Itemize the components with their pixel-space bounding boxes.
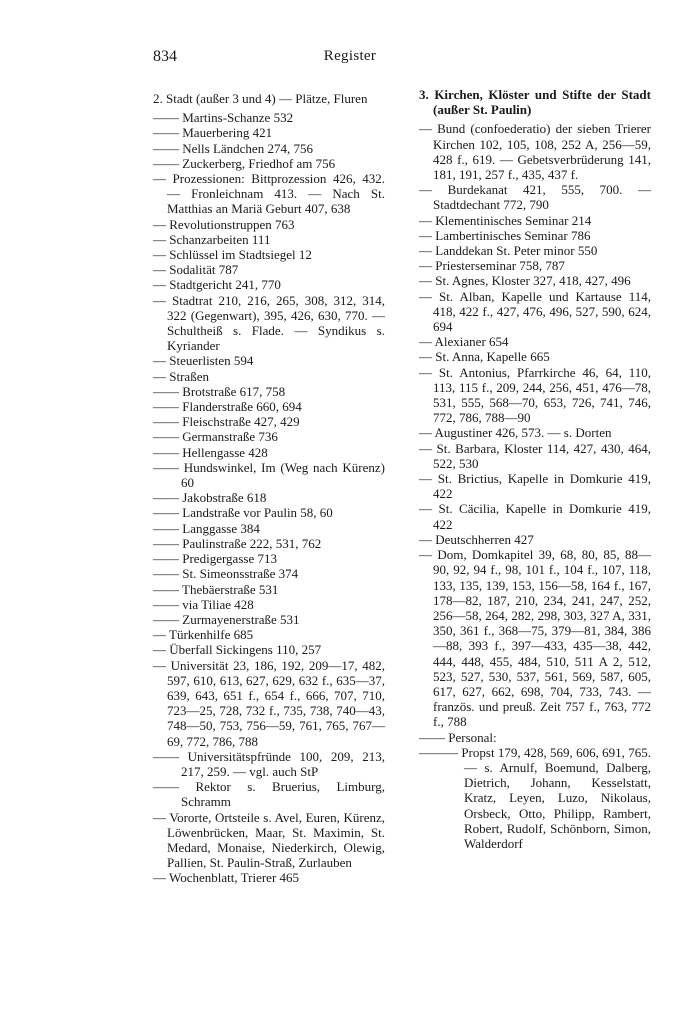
index-entry: — Stadtgericht 241, 770 [153, 277, 281, 293]
index-entry: — St. Antonius, Pfarrkirche 46, 64, 110, 113, 115 f., 209, 244, 256, 451, 476—78, 531, 555, 568—70, 653, 726, 741, 746, 772, 786, 788—90 [419, 364, 651, 426]
index-entry: — Prozessionen: Bittprozession 426, 432. — Fronleichnam 413. — Nach St. Matthias an Mariä Geburt 407, 638 [153, 171, 385, 217]
index-entry: —— Germanstraße 736 [153, 429, 278, 445]
page-number: 834 [153, 48, 177, 65]
index-entry: — Lambertinisches Seminar 786 [419, 227, 591, 243]
index-entry: — Landdekan St. Peter minor 550 [419, 243, 598, 259]
index-entry: 2. Stadt (außer 3 und 4) — Plätze, Fluren [153, 91, 368, 106]
index-entry: —— Personal: [419, 729, 497, 745]
index-entry: — Revolutionstruppen 763 [153, 216, 295, 232]
index-entry: — Deutschherren 427 [419, 531, 534, 547]
index-entry: —— St. Simeonsstraße 374 [153, 566, 299, 582]
index-entry: — Schanzarbeiten 111 [153, 231, 271, 247]
index-entry: —— Brotstraße 617, 758 [153, 383, 286, 399]
index-entry: —— Paulinstraße 222, 531, 762 [153, 535, 322, 551]
index-entry: —— Hellengasse 428 [153, 444, 268, 460]
index-entry: — Klementinisches Seminar 214 [419, 212, 592, 228]
index-entry: — Wochenblatt, Trierer 465 [153, 870, 300, 886]
index-entry: —— Martins-Schanze 532 [153, 110, 294, 126]
index-entry: —— Zuckerberg, Friedhof am 756 [153, 155, 336, 171]
index-entry: — Priesterseminar 758, 787 [419, 258, 565, 274]
index-entry: — St. Barbara, Kloster 114, 427, 430, 464, 522, 530 [419, 440, 651, 471]
index-entry: — St. Alban, Kapelle und Kartause 114, 418, 422 f., 427, 476, 496, 527, 590, 624, 694 [419, 288, 651, 335]
index-entry: — Burdekanat 421, 555, 700. — Stadtdechant 772, 790 [419, 182, 651, 213]
index-entry: — Augustiner 426, 573. — s. Dorten [419, 425, 612, 441]
section-heading: 3. Kirchen, Klöster und Stifte der Stadt (außer St. Paulin) [419, 87, 651, 118]
index-entry: — Sodalität 787 [153, 262, 239, 278]
index-entry: — St. Cäcilia, Kapelle in Domkurie 419, 422 [419, 501, 651, 532]
index-entry: — Alexianer 654 [419, 334, 509, 350]
page-header [0, 48, 700, 68]
index-entry: —— Universitätspfründe 100, 209, 213, 217, 259. — vgl. auch StP [153, 748, 385, 779]
index-entry: — St. Brictius, Kapelle in Domkurie 419, 422 [419, 471, 651, 502]
index-entry: — Vororte, Ortsteile s. Avel, Euren, Kürenz, Löwenbrücken, Maar, St. Maximin, St. Medard, Monaise, Niederkirch, Olewig, Pallien, St. Paulin-Straß, Zurlauben [153, 809, 385, 871]
index-entry: — Dom, Domkapitel 39, 68, 80, 85, 88—90, 92, 94 f., 98, 101 f., 104 f., 107, 118, 133, 135, 139, 153, 156—58, 164 f., 167, 178—82, 187, 210, 234, 241, 247, 252, 256—58, 264, 282, 298, 303, 327 A, 331, 350, 361 f., 368—75, 379—81, 384, 386—88, 393 f., 397—433, 435—38, 442, 444, 448, 455, 484, 510, 511 A 2, 512, 523, 527, 530, 537, 561, 569, 587, 605, 617, 627, 662, 698, 704, 733, 743. — französ. und preuß. Zeit 757 f., 763, 772 f., 788 [419, 547, 651, 730]
index-entry: —— Nells Ländchen 274, 756 [153, 140, 313, 156]
index-entry: —— Zurmayenerstraße 531 [153, 611, 300, 627]
index-entry: —— Jakobstraße 618 [153, 490, 267, 506]
index-entry: — St. Anna, Kapelle 665 [419, 349, 550, 365]
left-column [153, 87, 385, 886]
index-entry: — Steuerlisten 594 [153, 353, 254, 369]
index-entry: — Schlüssel im Stadtsiegel 12 [153, 247, 312, 263]
index-entry: — Straßen [153, 368, 209, 384]
index-entry: — St. Agnes, Kloster 327, 418, 427, 496 [419, 273, 631, 289]
index-entry: —— Rektor s. Bruerius, Limburg, Schramm [153, 779, 385, 810]
index-entry: — Überfall Sickingens 110, 257 [153, 642, 322, 658]
index-entry: —— via Tiliae 428 [153, 596, 254, 612]
index-entry: —— Fleischstraße 427, 429 [153, 414, 300, 430]
index-entry: — Universität 23, 186, 192, 209—17, 482, 597, 610, 613, 627, 629, 632 f., 635—37, 639, 643, 651 f., 654 f., 666, 707, 710, 723—25, 728, 732 f., 735, 738, 740—43, 748—50, 753, 756—59, 761, 765, 767—69, 772, 786, 788 [153, 657, 385, 749]
index-entry: —— Predigergasse 713 [153, 551, 277, 567]
right-column [419, 87, 651, 851]
index-entry: —— Thebäerstraße 531 [153, 581, 279, 597]
index-entry: — Türkenhilfe 685 [153, 627, 254, 643]
index-entry: — Bund (confoederatio) der sieben Trierer Kirchen 102, 105, 108, 252 A, 256—59, 428 f., 619. — Gebetsverbrüderung 141, 181, 191, 257 f., 435, 437 f. [419, 121, 651, 183]
running-head: Register [323, 48, 377, 64]
index-entry: ——— Propst 179, 428, 569, 606, 691, 765. — s. Arnulf, Boemund, Dalberg, Dietrich, Johann, Kesselstatt, Kratz, Leyen, Luzo, Nikolaus, Orsbeck, Otto, Philipp, Rambert, Robert, Rudolf, Schönborn, Simon, Walderdorf [419, 744, 651, 851]
index-entry: — Stadtrat 210, 216, 265, 308, 312, 314, 322 (Gegenwart), 395, 426, 630, 770. — Schultheiß s. Flade. — Syndikus s. Kyriander [153, 292, 385, 354]
index-entry: —— Landstraße vor Paulin 58, 60 [153, 505, 333, 521]
index-entry: —— Mauerbering 421 [153, 125, 273, 141]
index-entry: —— Hundswinkel, Im (Weg nach Kürenz) 60 [153, 459, 385, 491]
index-entry: —— Flanderstraße 660, 694 [153, 399, 302, 415]
index-entry: —— Langgasse 384 [153, 520, 260, 536]
